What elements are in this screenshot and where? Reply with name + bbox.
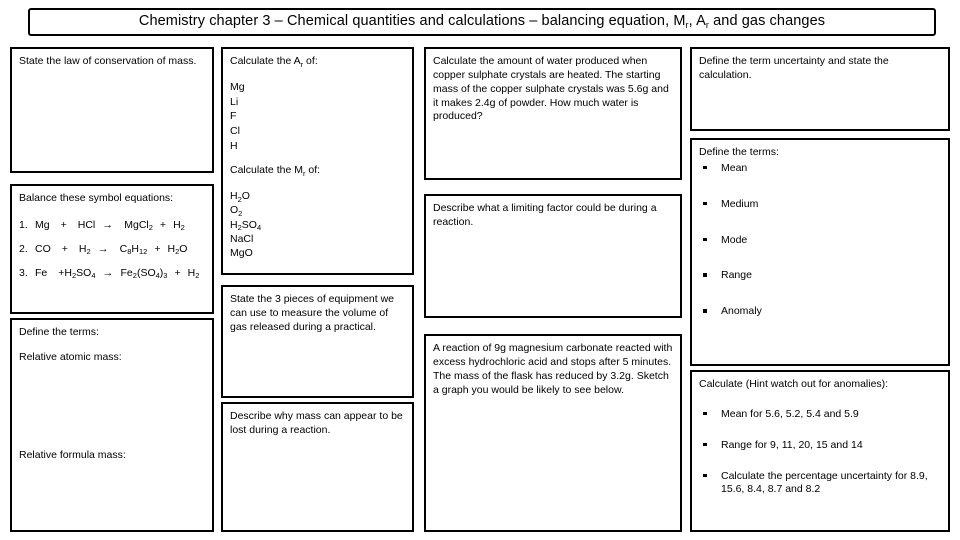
ar-element-list xyxy=(230,80,405,153)
equation-item-1: 1. Mg + HCl → MgCl$_2$ + $H_2$ xyxy=(19,218,185,233)
mr-formula-item: $O_2$ xyxy=(230,204,243,218)
bullet-icon xyxy=(703,273,707,277)
bullet-icon xyxy=(703,309,707,313)
conservation-of-mass-box[interactable] xyxy=(10,47,214,173)
bullet-icon xyxy=(703,238,707,242)
relative-atomic-mass-label: Relative atomic mass: xyxy=(19,350,122,363)
mass-lost-prompt: Describe why mass can appear to be lost during a reaction. xyxy=(230,410,403,436)
calculate-prompt: Calculate (Hint watch out for anomalies): xyxy=(699,378,889,390)
sketch-graph-prompt: A reaction of 9g magnesium carbonate reacted with excess hydrochloric acid and stops after 5 minutes. The mass of the flask has reduced by 3.2g. Sketch a graph you would be likely to see below. xyxy=(433,342,673,396)
ar-element-item: F xyxy=(230,110,237,123)
equation-list xyxy=(19,218,205,281)
define-statistics-terms-box[interactable] xyxy=(690,138,950,366)
limiting-factor-prompt: Describe what a limiting factor could be during a reaction. xyxy=(433,202,657,228)
bullet-icon xyxy=(703,202,707,206)
calculate-item-label: Mean for 5.6, 5.2, 5.4 and 5.9 xyxy=(721,407,859,420)
bullet-icon xyxy=(703,443,707,447)
mr-formula-item: NaCl xyxy=(230,232,254,245)
uncertainty-prompt: Define the term uncertainty and state the calculation. xyxy=(699,55,889,81)
calculate-item-label: Calculate the percentage uncertainty for 8.9, 15.6, 8.4, 8.7 and 8.2 xyxy=(721,469,928,496)
ar-element-item: Mg xyxy=(230,80,245,93)
balance-equations-box[interactable] xyxy=(10,184,214,314)
water-produced-prompt: Calculate the amount of water produced when copper sulphate crystals are heated. The starting mass of the copper sulphate crystals was 5.6g and it makes 2.4g of powder. How much water is produced? xyxy=(433,55,669,123)
list-item xyxy=(699,470,941,498)
define-mass-terms-box[interactable] xyxy=(10,318,214,532)
mr-formula-list xyxy=(230,189,405,260)
limiting-factor-box[interactable] xyxy=(424,194,682,318)
term-label: Range xyxy=(721,269,752,282)
list-item xyxy=(699,198,941,212)
define-terms-prompt: Define the terms: xyxy=(19,326,99,338)
calculate-item-label: Range for 9, 11, 20, 15 and 14 xyxy=(721,438,863,451)
calculate-items-list xyxy=(699,408,941,497)
balance-prompt: Balance these symbol equations: xyxy=(19,192,174,204)
title-prefix: Chemistry chapter 3 – Chemical quantities and calculations – balancing equation, xyxy=(138,13,674,30)
term-label: Medium xyxy=(721,197,759,210)
list-item xyxy=(699,234,941,248)
water-produced-box[interactable] xyxy=(424,47,682,180)
title-ar: $A_r$ xyxy=(696,13,709,31)
title-middle: , xyxy=(688,13,697,30)
title-suffix: and gas changes xyxy=(709,13,826,30)
bullet-icon xyxy=(703,474,707,478)
calculate-statistics-box[interactable] xyxy=(690,370,950,532)
term-label: Anomaly xyxy=(721,305,762,318)
equation-item-3: 3. $Fe +H_2SO_4 \to Fe_2(SO_4)_3 + H_2$ xyxy=(19,266,200,281)
equation-item-2: 2. CO + $H_2 \to C_8H_{12} + H_2O$ xyxy=(19,242,188,257)
relative-formula-mass-label: Relative formula mass: xyxy=(19,448,126,461)
mr-prompt: Calculate the $M_r$ of: xyxy=(230,164,321,178)
ar-element-item: Cl xyxy=(230,124,240,137)
title-mr: $M_r$ xyxy=(673,13,689,31)
ar-element-item: Li xyxy=(230,95,239,108)
mr-formula-item: MgO xyxy=(230,246,253,259)
term-label: Mean xyxy=(721,161,748,174)
mr-formula-item: $H_2SO_4$ xyxy=(230,218,262,232)
statistics-terms-prompt: Define the terms: xyxy=(699,146,779,158)
mass-lost-box[interactable] xyxy=(221,402,414,532)
list-item xyxy=(699,162,941,176)
worksheet-title-banner xyxy=(28,8,936,36)
uncertainty-box[interactable] xyxy=(690,47,950,131)
list-item xyxy=(699,269,941,283)
page-title xyxy=(139,14,825,30)
mr-formula-item: $H_2O$ xyxy=(230,190,250,204)
ar-prompt: Calculate the $A_r$ of: xyxy=(230,55,318,69)
gas-volume-equipment-box[interactable] xyxy=(221,285,414,398)
ar-element-item: H xyxy=(230,139,238,152)
bullet-icon xyxy=(703,412,707,416)
statistics-terms-list xyxy=(699,162,941,319)
ar-mr-calculation-box[interactable] xyxy=(221,47,414,275)
list-item xyxy=(699,439,941,453)
conservation-prompt: State the law of conservation of mass. xyxy=(19,55,197,67)
list-item xyxy=(699,408,941,422)
list-item xyxy=(699,305,941,319)
term-label: Mode xyxy=(721,233,748,246)
bullet-icon xyxy=(703,166,707,170)
equipment-prompt: State the 3 pieces of equipment we can use to measure the volume of gas released during a practical. xyxy=(230,293,395,333)
sketch-graph-box[interactable] xyxy=(424,334,682,532)
